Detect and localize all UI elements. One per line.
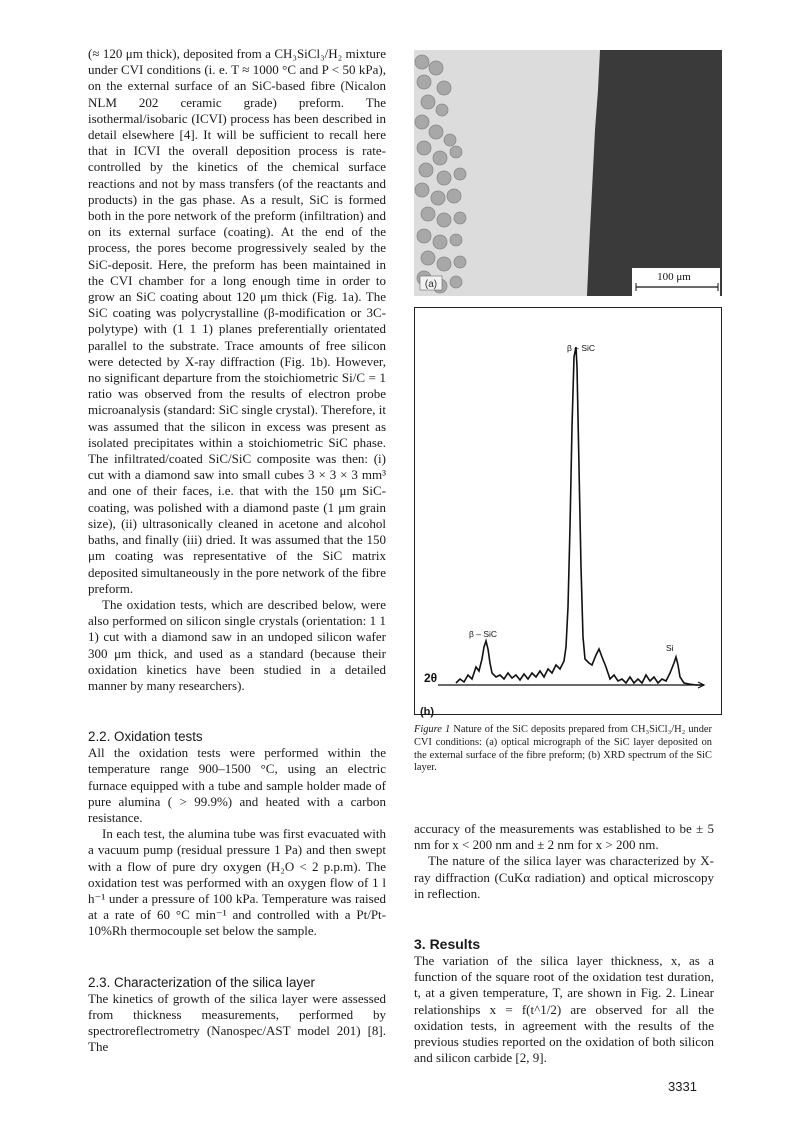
peak-label-main: β – SiC	[567, 343, 596, 353]
caption-text: Nature of the SiC deposits prepared from CH₃SiCl₃/H₂ under CVI conditions: (a) optical micrograph of the SiC layer deposited on the external surface of the fibre preform; (b) XRD spectrum of the SiC layer.	[414, 724, 712, 774]
section-heading: 2.2. Oxidation tests	[88, 729, 203, 745]
dark-region	[587, 50, 722, 296]
section-heading: 2.3. Characterization of the silica layer	[88, 974, 316, 990]
panel-a-label: (a)	[424, 279, 438, 290]
paragraph: In each test, the alumina tube was first evacuated with a vacuum pump (residual pressure 1 Pa) and then swept with a flow of pure dry oxygen (H₂O < 2 p.p.m). The oxidation test was performed with an oxygen flow of 1 l h⁻¹ under a pressure of 100 kPa. Temperature was raised at a rate of 60 °C min⁻¹ and controlled with a Pt/Pt-10%Rh thermocouple set below the sample.	[88, 826, 386, 939]
caption-label: Figure 1	[414, 724, 451, 735]
xrd-spectrum-figure	[414, 307, 722, 715]
paragraph: (≈ 120 μm thick), deposited from a CH₃SiCl₃/H₂ mixture under CVI conditions (i. e. T ≈ 1000 °C and P < 50 kPa), on the external surface of an SiC-based fibre (Nicalon NLM 202 ceramic grade) preform. The isothermal/isobaric (ICVI) process has been described in detail elsewhere [4]. It will be sufficient to recall here that in ICVI the overall deposition process is rate-controlled by the kinetics of the chemical surface reactions and not by mass transfers (of the reactants and products) in the gas phase. As a result, SiC is formed both in the pore network of the preform (infiltration) and on its external surface (coating). At the end of the process, the pores become progressively sealed by the SiC-deposit. Here, the preform has been maintained in the CVI chamber for a long enough time in order to grow an SiC coating about 120 μm thick (Fig. 1a). The SiC coating was polycrystalline (β-modification or 3C-polytype) with (1 1 1) planes preferentially orientated parallel to the substrate. Trace amounts of free silicon were detected by X-ray diffraction (Fig. 1b). However, no significant departure from the stoichiometric Si/C = 1 ratio was observed from the results of electron probe microanalysis (standard: SiC single crystal). Therefore, it was assumed that the silicon in excess was present as isolated precipitates within a stoichiometric SiC phase. The infiltrated/coated SiC/SiC composite was then: (i) cut with a diamond saw into small cubes 3 × 3 × 3 mm³ and one of their faces, i.e. that with the 150 μm SiC-coating, was polished with a diamond paste (1 μm grain size), (ii) ultrasonically cleaned in acetone and alcohol baths, and finally (iii) dried. It was assumed that the 150 μm coating was representative of the SiC matrix deposited simultaneously in the pore network of the fibre preform.	[88, 46, 386, 596]
paragraph: accuracy of the measurements was established to be ± 5 nm for x < 200 nm and ± 2 nm for x > 200 nm.	[414, 821, 714, 853]
page-number: 3331	[668, 1079, 697, 1094]
paragraph: The variation of the silica layer thickness, x, as a function of the square root of the oxidation test duration, t, at a given temperature, T, are shown in Fig. 2. Linear relationships x = f(t^1/2) are observed for all the oxidation tests, in agreement with the results of the previous studies reported on the oxidation of both silicon and silicon carbide [2, 9].	[414, 953, 714, 1066]
paragraph: The oxidation tests, which are described below, were also performed on silicon single crystals (orientation: 1 1 1) cut with a diamond saw in an undoped silicon wafer 300 μm thick, and used as a standard (because their oxidation kinetics have been studied in a detailed manner by many researchers).	[88, 596, 386, 693]
xrd-frame	[415, 308, 722, 715]
peak-label-si: Si	[666, 643, 674, 653]
micrograph-figure	[414, 50, 722, 296]
section-heading: 3. Results	[414, 936, 481, 953]
scale-bar-label: 100 μm	[657, 271, 691, 283]
figure-caption	[414, 724, 712, 775]
right-column	[414, 821, 714, 1066]
axis-label-2theta: 2θ	[424, 671, 438, 685]
peak-label-minor: β – SiC	[469, 629, 498, 639]
left-column	[88, 46, 386, 1055]
paragraph: The kinetics of growth of the silica layer were assessed from thickness measurements, performed by spectroreflectrometry (Nanospec/AST model 201) [8]. The	[88, 990, 386, 1055]
paragraph: The nature of the silica layer was characterized by X-ray diffraction (CuKα radiation) and optical microscopy in reflection.	[414, 853, 714, 901]
paragraph: All the oxidation tests were performed within the temperature range 900–1500 °C, using an electric furnace equipped with a tube and sample holder made of pure alumina ( > 99.9%) and heated with a carbon resistance.	[88, 745, 386, 825]
panel-b-label: (b)	[420, 706, 435, 718]
